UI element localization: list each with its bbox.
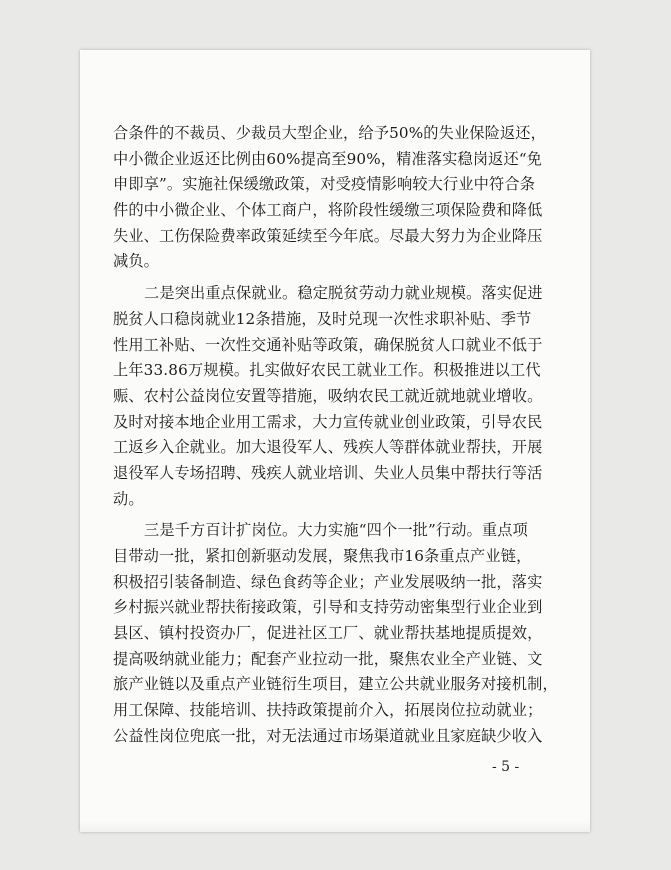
- text-line: 申即享”。实施社保缓缴政策，对受疫情影响较大行业中符合条: [113, 175, 536, 194]
- page-number: - 5 -: [492, 759, 520, 775]
- text-line: 性用工补贴、一次性交通补贴等政策，确保脱贫人口就业不低于: [113, 335, 543, 354]
- page-bottom-edge: [80, 820, 590, 832]
- text-line: 退役军人专场招聘、残疾人就业培训、失业人员集中帮扶行等活: [113, 463, 543, 482]
- text-line: 动。: [113, 489, 144, 508]
- paragraph-2: [113, 281, 553, 512]
- text-line: 件的中小微企业、个体工商户，将阶段性缓缴三项保险费和降低: [113, 201, 543, 220]
- text-line: 合条件的不裁员、少裁员大型企业，给予50%的失业保险返还，: [113, 124, 546, 142]
- text-line: 工返乡入企就业。加大退役军人、残疾人等群体就业帮扶，开展: [113, 438, 543, 457]
- text-line: 旅产业链以及重点产业链衍生项目，建立公共就业服务对接机制，: [113, 675, 558, 694]
- paragraph-3: [113, 518, 558, 749]
- text-line: 提高吸纳就业能力；配套产业拉动一批，聚焦农业全产业链、文: [113, 649, 543, 668]
- text-line: 积极招引装备制造、绿色食药等企业；产业发展吸纳一批，落实: [113, 572, 543, 591]
- text-line: 失业、工伤保险费率政策延续至今年底。尽最大努力为企业降压: [113, 226, 543, 245]
- text-line: 用工保障、技能培训、扶持政策提前介入，拓展岗位拉动就业；: [113, 701, 543, 720]
- text-line: 中小微企业返还比例由60%提高至90%，精准落实稳岗返还“免: [113, 149, 543, 168]
- text-line: 乡村振兴就业帮扶衔接政策，引导和支持劳动密集型行业企业到: [113, 598, 543, 617]
- text-line: 上年33.86万规模。扎实做好农民工就业工作。积极推进以工代: [113, 361, 541, 380]
- text-line: 县区、镇村投资办厂，促进社区工厂、就业帮扶基地提质提效，: [113, 624, 543, 643]
- text-line: 三是千方百计扩岗位。大力实施“四个一批”行动。重点项: [144, 521, 528, 540]
- text-line: 公益性岗位兜底一批，对无法通过市场渠道就业且家庭缺少收入: [113, 726, 543, 745]
- text-line: 目带动一批，紧扣创新驱动发展，聚焦我市16条重点产业链，: [113, 547, 532, 565]
- text-line: 脱贫人口稳岗就业12条措施，及时兑现一次性求职补贴、季节: [113, 309, 532, 328]
- text-line: 及时对接本地企业用工需求，大力宣传就业创业政策，引导农民: [113, 412, 543, 431]
- text-line: 赈、农村公益岗位安置等措施，吸纳农民工就近就地就业增收。: [113, 386, 543, 405]
- text-line: 二是突出重点保就业。稳定脱贫劳动力就业规模。落实促进: [144, 284, 543, 303]
- paragraph-1: [113, 121, 553, 275]
- text-line: 减负。: [113, 252, 160, 271]
- document-body: [113, 121, 558, 750]
